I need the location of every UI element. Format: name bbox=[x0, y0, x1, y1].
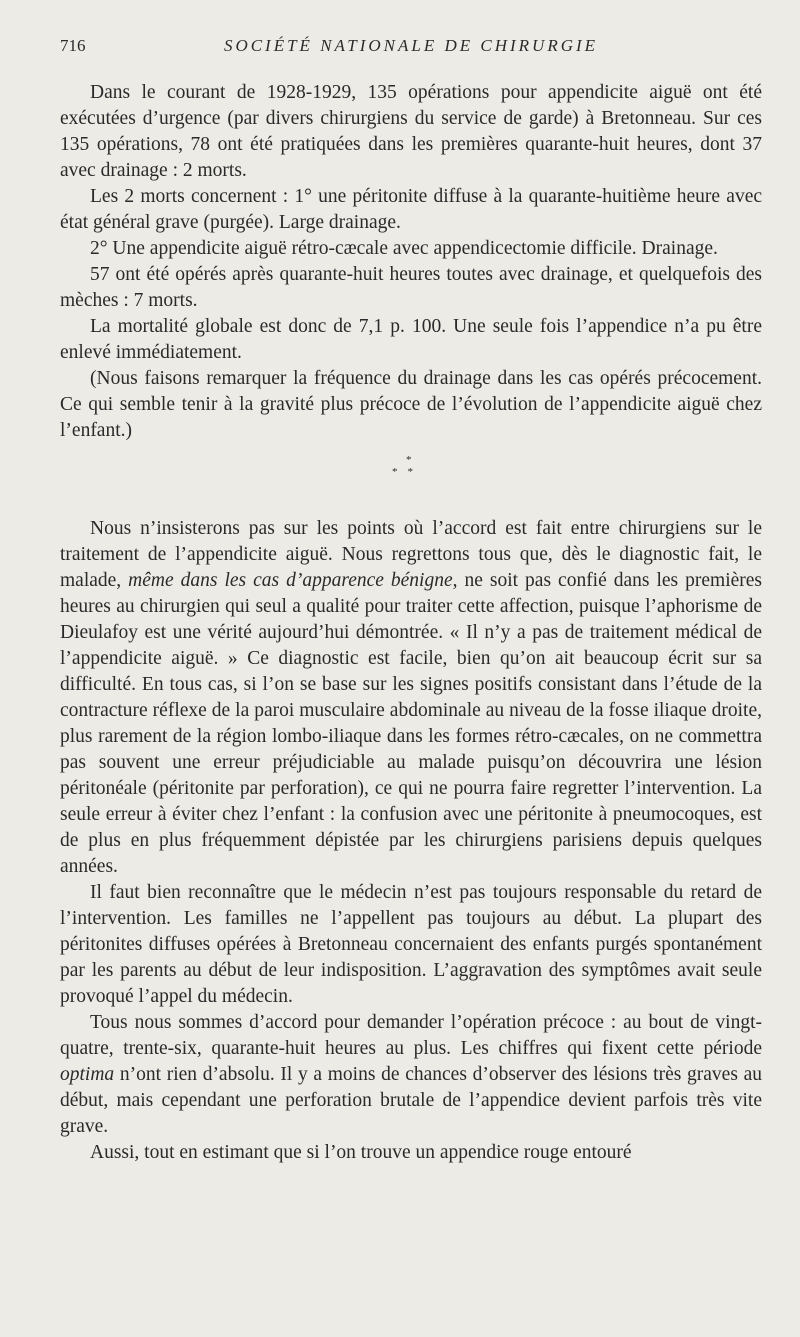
asterism-top: * bbox=[406, 454, 412, 466]
diagnosis-italic: même dans les cas d’apparence bénigne bbox=[128, 570, 453, 591]
paragraph-deaths: Les 2 morts concernent : 1° une péritonite diffuse à la quarante-huitième heure avec état général grave (purgée). Large drainage. bbox=[60, 186, 762, 233]
paragraph-continued: Aussi, tout en estimant que si l’on trouve un appendice rouge entouré bbox=[90, 1142, 632, 1163]
paragraph-drainage-note: (Nous faisons remarquer la fréquence du drainage dans les cas opérés précocement. Ce qui semble tenir à la gravité plus précoce de l’évolution de l’appendicite aiguë chez l’enfant.) bbox=[60, 368, 762, 441]
page-header bbox=[60, 36, 762, 60]
body-text bbox=[60, 80, 762, 1166]
diagnosis-text-1: Nous n’insisterons pas sur les points où l’accord est fait entre chirurgiens sur le traitement de l’appendicite aiguë. Nous regrettons tous que, dès le diagnostic fait, le malade, bbox=[60, 518, 762, 591]
running-title: SOCIÉTÉ NATIONALE DE CHIRURGIE bbox=[223, 36, 599, 55]
asterism-bottom: ** bbox=[392, 466, 423, 478]
paragraph-retrocaecal: 2° Une appendicite aiguë rétro-cæcale avec appendicectomie difficile. Drainage. bbox=[90, 238, 718, 259]
paragraph-statistics: Dans le courant de 1928-1929, 135 opérations pour appendicite aiguë ont été exécutées d’urgence (par divers chirurgiens du service de garde) à Bretonneau. Sur ces 135 opérations, 78 ont été pratiquées dans les premières quarante-huit heures, dont 37 avec drainage : 2 morts. bbox=[60, 82, 762, 181]
early-op-text-1: Tous nous sommes d’accord pour demander l’opération précoce : au bout de vingt-quatre, trente-six, quarante-huit heures au plus. Les chiffres qui fixent cette période bbox=[60, 1012, 762, 1059]
paragraph-responsibility: Il faut bien reconnaître que le médecin n’est pas toujours responsable du retard de l’intervention. Les familles ne l’appellent pas toujours au début. La plupart des péritonites diffuses opérées à Bretonneau concernaient des enfants purgés spontanément par les parents au début de leur indisposition. L’aggravation des symptômes avait seule provoqué l’appel du médecin. bbox=[60, 882, 762, 1007]
paragraph-early-operation bbox=[60, 1010, 762, 1140]
paragraph-mortality: La mortalité globale est donc de 7,1 p. 100. Une seule fois l’appendice n’a pu être enlevé immédiatement. bbox=[60, 316, 762, 363]
paragraph-late-operations: 57 ont été opérés après quarante-huit heures toutes avec drainage, et quelquefois des mèches : 7 morts. bbox=[60, 264, 762, 311]
paragraph-diagnosis bbox=[60, 516, 762, 880]
early-op-italic: optima bbox=[60, 1064, 115, 1085]
early-op-text-2: n’ont rien d’absolu. Il y a moins de chances d’observer des lésions très graves au début, mais cependant une perforation brutale de l’appendice devient parfois très vite grave. bbox=[60, 1064, 762, 1137]
diagnosis-text-2: , ne soit pas confié dans les premières heures au chirurgien qui seul a qualité pour traiter cette affection, puisque l’aphorisme de Dieulafoy est une vérité aujourd’hui démontrée. « Il n’y a pas de traitement médical de l’appendicite aiguë. » Ce diagnostic est facile, bien qu’on ait beaucoup écrit sur sa difficulté. En tous cas, si l’on se base sur les signes positifs consistant dans l’étude de la contracture réflexe de la paroi musculaire abdominale au niveau de la fosse iliaque droite, plus rarement de la région lombo-iliaque dans les formes rétro-cæcales, on ne commettra pas souvent une erreur préjudiciable au malade puisqu’on découvrira une lésion péritonéale (péritonite par perforation), ce qui ne pourra faire regretter l’intervention. La seule erreur à éviter chez l’enfant : la confusion avec une péritonite à pneumocoques, est de plus en plus fréquemment dépistée par les chirurgiens parisiens depuis quelques années. bbox=[60, 570, 762, 877]
asterism-separator bbox=[60, 444, 762, 516]
page-number: 716 bbox=[60, 36, 86, 55]
